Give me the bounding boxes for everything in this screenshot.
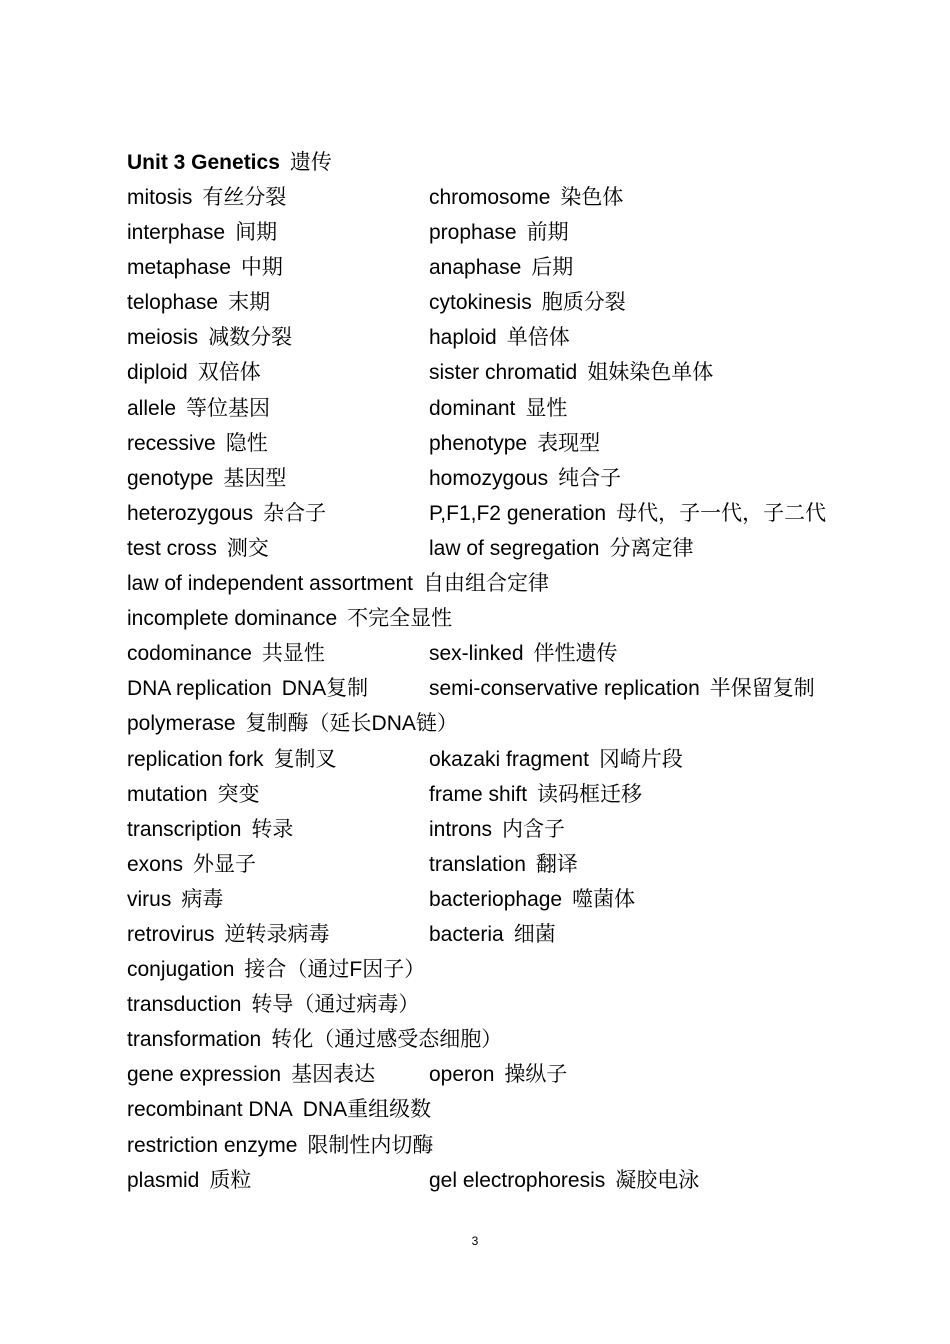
term-chinese: 自由组合定律	[423, 572, 550, 596]
term-chinese: 病毒	[181, 887, 224, 911]
vocab-entry	[127, 1166, 251, 1196]
vocab-row	[127, 183, 927, 218]
term-english: genotype	[127, 466, 214, 490]
vocab-row	[127, 1060, 927, 1095]
vocab-entry	[429, 920, 556, 950]
term-chinese: 母代，子一代，子二代	[616, 501, 827, 525]
vocab-entry	[429, 885, 635, 915]
vocab-entry	[429, 499, 826, 529]
term-chinese: 共显性	[261, 642, 325, 666]
vocab-row	[127, 429, 927, 464]
vocab-row	[127, 990, 927, 1025]
vocab-row	[127, 464, 927, 499]
vocab-row	[127, 1025, 927, 1060]
vocab-entry	[127, 183, 286, 213]
vocab-entry	[127, 253, 283, 283]
term-english: transformation	[127, 1028, 262, 1052]
term-chinese: 末期	[228, 291, 271, 315]
term-chinese: 凝胶电泳	[615, 1168, 700, 1192]
vocab-entry	[127, 1131, 433, 1161]
term-english: phenotype	[429, 431, 528, 455]
term-english: conjugation	[127, 958, 235, 982]
term-english: chromosome	[429, 186, 551, 209]
vocab-row	[127, 639, 927, 674]
term-english: semi-conservative replication	[429, 677, 700, 701]
term-chinese: 读码框迁移	[537, 782, 643, 806]
term-chinese: 显性	[525, 396, 568, 420]
vocab-entry	[429, 745, 683, 775]
term-chinese: 转导（通过病毒）	[251, 993, 420, 1017]
vocabulary-list	[127, 183, 927, 1201]
term-chinese: 复制酶（延长DNA链）	[245, 712, 458, 736]
term-english: plasmid	[127, 1168, 200, 1192]
term-english: restriction enzyme	[127, 1133, 298, 1157]
vocab-entry	[429, 674, 815, 704]
vocab-row	[127, 674, 927, 709]
vocab-row	[127, 569, 927, 604]
term-chinese: 细菌	[513, 922, 556, 946]
term-chinese: 姐妹染色单体	[587, 361, 714, 385]
term-english: meiosis	[127, 326, 199, 350]
term-english: test cross	[127, 536, 217, 560]
term-english: bacteriophage	[429, 887, 563, 911]
term-chinese: 表现型	[537, 431, 601, 455]
vocab-entry	[429, 780, 642, 810]
unit-heading	[127, 148, 332, 183]
vocab-row	[127, 780, 927, 815]
term-chinese: 外显子	[193, 852, 257, 876]
vocab-row	[127, 1166, 927, 1201]
term-english: virus	[127, 887, 172, 911]
term-chinese: 基因型	[223, 466, 287, 490]
vocab-entry	[127, 990, 419, 1020]
vocab-entry	[127, 1060, 375, 1090]
vocab-entry	[127, 499, 326, 529]
term-english: homozygous	[429, 466, 549, 490]
term-english: recombinant DNA	[127, 1098, 293, 1122]
term-chinese: 后期	[531, 256, 574, 280]
term-english: gene expression	[127, 1063, 282, 1087]
term-english: law of independent assortment	[127, 572, 414, 596]
term-chinese: 前期	[526, 221, 569, 245]
vocab-entry	[127, 745, 337, 775]
term-chinese: 复制叉	[273, 747, 337, 771]
unit-heading-en: Unit 3 Genetics	[127, 151, 280, 174]
vocab-entry	[127, 323, 292, 353]
term-chinese: 不完全显性	[347, 607, 453, 631]
term-english: mitosis	[127, 186, 193, 209]
term-chinese: 操纵子	[504, 1063, 568, 1087]
term-chinese: 翻译	[535, 852, 578, 876]
term-chinese: 隐性	[225, 431, 268, 455]
term-chinese: 接合（通过F因子）	[244, 958, 426, 982]
vocab-row	[127, 955, 927, 990]
vocab-row	[127, 850, 927, 885]
vocab-row	[127, 358, 927, 393]
vocab-entry	[429, 394, 567, 424]
term-english: heterozygous	[127, 501, 254, 525]
vocab-entry	[429, 358, 713, 388]
term-english: transduction	[127, 993, 242, 1017]
vocab-row	[127, 499, 927, 534]
term-chinese: 胞质分裂	[541, 291, 626, 315]
vocab-entry	[127, 534, 269, 564]
vocab-row	[127, 218, 927, 253]
term-english: exons	[127, 852, 184, 876]
vocab-row	[127, 920, 927, 955]
vocab-row	[127, 394, 927, 429]
vocab-entry	[429, 1166, 699, 1196]
unit-heading-zh: 遗传	[289, 151, 332, 174]
term-chinese: 测交	[226, 536, 269, 560]
vocab-entry	[127, 1025, 502, 1055]
term-english: interphase	[127, 221, 226, 245]
term-english: DNA replication	[127, 677, 272, 701]
vocab-entry	[127, 780, 260, 810]
term-english: bacteria	[429, 922, 504, 946]
term-english: sex-linked	[429, 642, 524, 666]
term-chinese: DNA重组级数	[302, 1098, 432, 1122]
vocab-row	[127, 745, 927, 780]
term-english: recessive	[127, 431, 216, 455]
term-chinese: 冈崎片段	[598, 747, 683, 771]
term-chinese: 有丝分裂	[202, 186, 287, 209]
term-english: gel electrophoresis	[429, 1168, 606, 1192]
vocab-row	[127, 815, 927, 850]
term-english: telophase	[127, 291, 219, 315]
vocab-row	[127, 709, 927, 744]
term-chinese: 转录	[251, 817, 294, 841]
vocab-entry	[127, 358, 261, 388]
term-chinese: 噬菌体	[572, 887, 636, 911]
term-english: anaphase	[429, 256, 522, 280]
vocab-row	[127, 534, 927, 569]
vocab-entry	[429, 815, 565, 845]
term-english: dominant	[429, 396, 516, 420]
vocab-entry	[429, 218, 569, 248]
term-english: replication fork	[127, 747, 264, 771]
vocab-entry	[429, 1060, 567, 1090]
term-chinese: 伴性遗传	[533, 642, 618, 666]
term-chinese: 单倍体	[506, 326, 570, 350]
term-english: translation	[429, 852, 526, 876]
term-english: transcription	[127, 817, 242, 841]
vocab-entry	[127, 464, 286, 494]
vocab-row	[127, 604, 927, 639]
term-chinese: 双倍体	[197, 361, 261, 385]
vocab-entry	[429, 253, 573, 283]
term-english: incomplete dominance	[127, 607, 338, 631]
term-english: introns	[429, 817, 493, 841]
term-chinese: 纯合子	[558, 466, 622, 490]
vocab-entry	[429, 534, 693, 564]
vocab-entry	[127, 569, 549, 599]
term-chinese: 间期	[235, 221, 278, 245]
vocab-entry	[127, 850, 256, 880]
term-chinese: 杂合子	[263, 501, 327, 525]
term-english: P,F1,F2 generation	[429, 501, 607, 525]
term-english: allele	[127, 396, 177, 420]
vocab-entry	[127, 604, 452, 634]
vocab-entry	[429, 183, 623, 213]
term-chinese: 染色体	[560, 186, 624, 209]
vocab-row	[127, 885, 927, 920]
term-chinese: 内含子	[502, 817, 566, 841]
vocab-entry	[429, 288, 626, 318]
term-english: cytokinesis	[429, 291, 532, 315]
term-english: operon	[429, 1063, 495, 1087]
term-english: mutation	[127, 782, 208, 806]
page-number: 3	[471, 1234, 479, 1248]
vocab-entry	[127, 288, 270, 318]
vocab-entry	[127, 674, 368, 704]
vocab-entry	[127, 394, 270, 424]
term-english: law of segregation	[429, 536, 600, 560]
term-english: frame shift	[429, 782, 528, 806]
vocab-entry	[429, 850, 578, 880]
vocab-entry	[127, 815, 293, 845]
term-english: haploid	[429, 326, 497, 350]
vocab-entry	[429, 464, 621, 494]
term-english: retrovirus	[127, 922, 215, 946]
term-english: diploid	[127, 361, 188, 385]
term-english: okazaki fragment	[429, 747, 589, 771]
vocab-entry	[429, 429, 600, 459]
term-english: codominance	[127, 642, 252, 666]
vocab-entry	[429, 639, 618, 669]
term-chinese: 减数分裂	[208, 326, 293, 350]
term-english: sister chromatid	[429, 361, 578, 385]
vocab-entry	[127, 709, 458, 739]
term-chinese: 限制性内切酶	[307, 1133, 434, 1157]
vocab-entry	[127, 429, 268, 459]
term-english: prophase	[429, 221, 517, 245]
term-english: polymerase	[127, 712, 236, 736]
term-chinese: 中期	[240, 256, 283, 280]
term-chinese: 转化（通过感受态细胞）	[271, 1028, 503, 1052]
term-chinese: 突变	[217, 782, 260, 806]
vocab-row	[127, 323, 927, 358]
term-chinese: DNA复制	[281, 677, 369, 701]
term-chinese: 等位基因	[186, 396, 271, 420]
vocab-entry	[127, 218, 277, 248]
vocab-entry	[127, 920, 330, 950]
term-chinese: 半保留复制	[709, 677, 815, 701]
vocab-entry	[127, 1095, 431, 1125]
term-chinese: 质粒	[209, 1168, 252, 1192]
vocab-row	[127, 288, 927, 323]
vocab-entry	[429, 323, 570, 353]
vocab-entry	[127, 955, 425, 985]
term-english: metaphase	[127, 256, 231, 280]
vocab-entry	[127, 639, 325, 669]
vocab-entry	[127, 885, 223, 915]
vocab-row	[127, 253, 927, 288]
vocab-row	[127, 1095, 927, 1130]
vocab-row	[127, 1131, 927, 1166]
term-chinese: 基因表达	[291, 1063, 376, 1087]
term-chinese: 分离定律	[609, 536, 694, 560]
term-chinese: 逆转录病毒	[224, 922, 330, 946]
